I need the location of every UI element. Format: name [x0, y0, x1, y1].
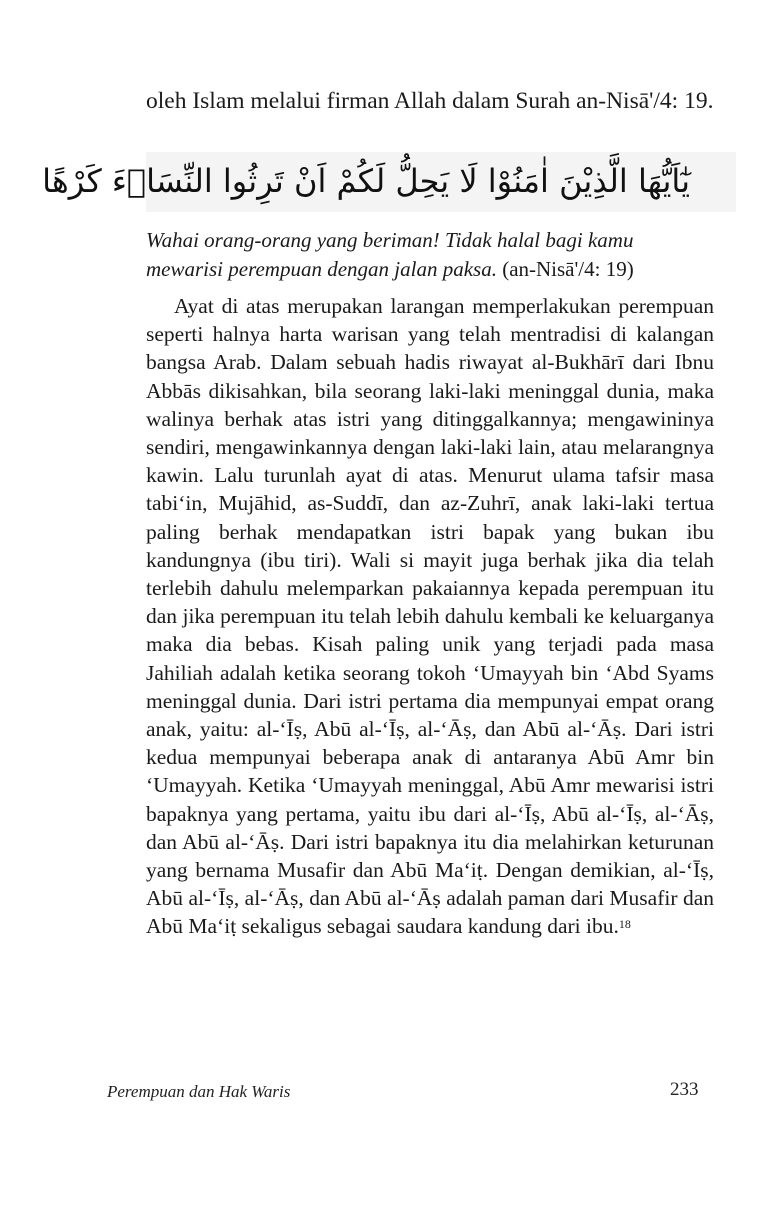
footnote-marker[interactable]: 18: [618, 917, 631, 932]
paragraph-text: Ayat di atas merupakan larangan memperlakukan perempuan seperti halnya harta warisan yang telah mentradisi di kalangan bangsa Arab. Dalam sebuah hadis riwayat al-Bukhārī dari Ibnu Abbās dikisahkan, bila seorang laki-laki meninggal dunia, maka walinya berhak atas istri yang ditinggalkannya; mengawininya sendiri, mengawinkannya dengan laki-laki lain, atau melarangnya kawin. Lalu turunlah ayat di atas. Menurut ulama tafsir masa tabi‘in, Mujāhid, as-Suddī, dan az-Zuhrī, anak laki-laki tertua paling berhak mendapatkan istri bapak yang bukan ibu kandungnya (ibu tiri). Wali si mayit juga berhak jika dia telah terlebih dahulu melemparkan pakaiannya kepada perempuan itu dan jika perempuan itu telah lebih dahulu kembali ke keluarganya maka dia bebas. Kisah paling unik yang terjadi pada masa Jahiliah adalah ketika seorang tokoh ‘Umayyah bin ‘Abd Syams meninggal dunia. Dari istri pertama dia mempunyai empat orang anak, yaitu: al-‘Īṣ, Abū al-‘Īṣ, al-‘Āṣ, dan Abū al-‘Āṣ. Dari istri kedua mempunyai beberapa anak di antaranya Abū Amr bin ‘Umayyah. Ketika ‘Umayyah meninggal, Abū Amr mewarisi istri bapaknya yang pertama, yaitu ibu dari al-‘Īṣ, Abū al-‘Īṣ, al-‘Āṣ, dan Abū al-‘Āṣ. Dari istri bapaknya itu dia melahirkan keturunan yang bernama Musafir dan Abū Ma‘iṭ. Dengan demikian, al-‘Īṣ, Abū al-‘Īṣ, al-‘Āṣ, dan Abū al-‘Āṣ adalah paman dari Musafir dan Abū Ma‘iṭ sekaligus sebagai saudara kandung dari ibu.: [146, 294, 714, 939]
verse-translation: [146, 226, 714, 284]
verse-reference: (an-Nisā'/4: 19): [502, 257, 634, 281]
running-title: Perempuan dan Hak Waris: [107, 1082, 291, 1101]
body-paragraph: [146, 292, 714, 941]
page-number: 233: [670, 1079, 699, 1100]
intro-text: oleh Islam melalui firman Allah dalam Surah an-Nisā'/4: 19.: [146, 88, 714, 114]
arabic-verse: يٰٓاَيُّهَا الَّذِيْنَ اٰمَنُوْا لَا يَحِلُّ لَكُمْ اَنْ تَرِثُوا النِّسَاۤءَ كَرْهًا: [42, 162, 690, 200]
translation-text: Wahai orang-orang yang beriman! Tidak halal bagi kamu mewarisi perempuan dengan jalan paksa.: [146, 228, 634, 281]
